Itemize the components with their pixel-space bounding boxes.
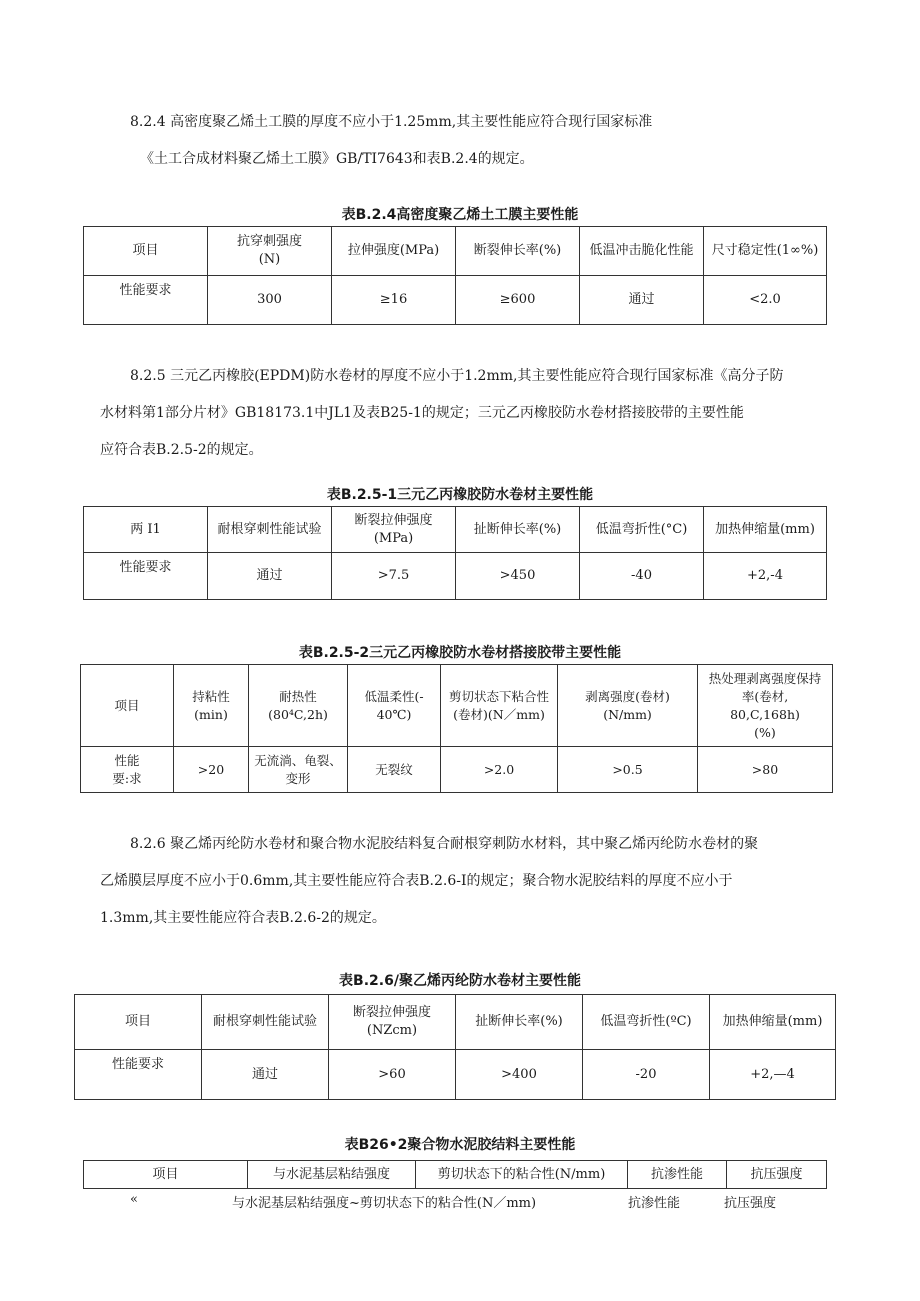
table-cell: 300 bbox=[208, 276, 332, 325]
table-b2-5-1 bbox=[83, 506, 827, 600]
table-header-cell: 抗压强度 bbox=[727, 1161, 827, 1189]
table-b2-5-2 bbox=[80, 664, 833, 793]
table-b2-6-1 bbox=[74, 994, 836, 1100]
table-cell: >0.5 bbox=[558, 747, 698, 793]
table-header-cell: 耐热性 (80⁴C,2h) bbox=[249, 665, 348, 747]
loose-text: 抗压强度 bbox=[724, 1196, 777, 1211]
table-cell: 性能要求 bbox=[84, 553, 208, 600]
table-header-cell: 扯断伸长率(%) bbox=[456, 507, 580, 553]
table-caption: 表B26•2聚合物水泥胶结料主要性能 bbox=[344, 1137, 576, 1153]
paragraph-line: 8.2.5 三元乙丙橡胶(EPDM)防水卷材的厚度不应小于1.2mm,其主要性能应符合现行国家标准《高分子防 bbox=[130, 368, 784, 384]
table-header-cell: 与水泥基层粘结强度 bbox=[248, 1161, 416, 1189]
loose-text: 抗渗性能 bbox=[628, 1196, 681, 1211]
paragraph-line: 乙烯膜层厚度不应小于0.6mm,其主要性能应符合表B.2.6-I的规定；聚合物水泥胶结料的厚度不应小于 bbox=[100, 873, 733, 889]
table-header-cell: 热处理剥离强度保持 率(卷材, 80,C,168h) (%) bbox=[698, 665, 833, 747]
table-cell: >20 bbox=[174, 747, 249, 793]
paragraph-line: 水材料第1部分片材》GB18173.1中JL1及表B25-1的规定；三元乙丙橡胶防水卷材搭接胶带的主要性能 bbox=[100, 405, 744, 421]
table-cell: >60 bbox=[329, 1050, 456, 1100]
table-cell: ≥16 bbox=[332, 276, 456, 325]
table-cell: -40 bbox=[580, 553, 704, 600]
table-cell: >80 bbox=[698, 747, 833, 793]
table-cell: <2.0 bbox=[704, 276, 827, 325]
paragraph-line: 8.2.4 高密度聚乙烯土工膜的厚度不应小于1.25mm,其主要性能应符合现行国家标准 bbox=[130, 114, 653, 130]
table-header-cell: 项目 bbox=[84, 1161, 248, 1189]
table-caption: 表B.2.5-1三元乙丙橡胶防水卷材主要性能 bbox=[326, 487, 594, 503]
loose-text: 与水泥基层粘结强度~剪切状态下的粘合性(N／mm) bbox=[232, 1196, 537, 1211]
table-cell: -20 bbox=[583, 1050, 710, 1100]
paragraph-line: 应符合表B.2.5-2的规定。 bbox=[100, 442, 263, 458]
table-header-cell: 抗穿刺强度 (N) bbox=[208, 227, 332, 276]
table-header-cell: 剥离强度(卷材)(N/mm) bbox=[558, 665, 698, 747]
table-cell: 性能要求 bbox=[75, 1050, 202, 1100]
table-header-cell: 项目 bbox=[84, 227, 208, 276]
table-header-cell: 扯断伸长率(%) bbox=[456, 995, 583, 1050]
table-cell: 通过 bbox=[202, 1050, 329, 1100]
table-cell: 性能 要:求 bbox=[81, 747, 174, 793]
table-cell: >7.5 bbox=[332, 553, 456, 600]
table-header-cell: 项目 bbox=[75, 995, 202, 1050]
table-header-cell: 抗渗性能 bbox=[628, 1161, 727, 1189]
table-b2-4 bbox=[83, 226, 827, 325]
table-header-cell: 断裂拉伸强度(MPa) bbox=[332, 507, 456, 553]
table-header-cell: 耐根穿刺性能试验 bbox=[202, 995, 329, 1050]
table-cell: 无流淌、龟裂、 变形 bbox=[249, 747, 348, 793]
table-header-cell: 项目 bbox=[81, 665, 174, 747]
table-header-cell: 剪切状态下粘合性 (卷材)(N／mm) bbox=[441, 665, 558, 747]
paragraph-line: 8.2.6 聚乙烯丙纶防水卷材和聚合物水泥胶结料复合耐根穿刺防水材料，其中聚乙烯丙纶防水卷材的聚 bbox=[130, 836, 759, 852]
table-cell: 通过 bbox=[208, 553, 332, 600]
table-header-cell: 低温弯折性(ºC) bbox=[583, 995, 710, 1050]
paragraph-8-2-6 bbox=[100, 826, 840, 937]
table-caption: 表B.2.6/聚乙烯丙纶防水卷材主要性能 bbox=[339, 973, 581, 989]
table-cell: +2,—4 bbox=[710, 1050, 836, 1100]
table-caption: 表B.2.4高密度聚乙烯土工膜主要性能 bbox=[341, 207, 579, 223]
table-cell: >2.0 bbox=[441, 747, 558, 793]
table-cell: 无裂纹 bbox=[348, 747, 441, 793]
table-header-cell: 两 I1 bbox=[84, 507, 208, 553]
table-b2-6-2 bbox=[83, 1160, 827, 1189]
table-header-cell: 低温冲击脆化性能 bbox=[580, 227, 704, 276]
table-header-cell: 断裂伸长率(%) bbox=[456, 227, 580, 276]
table-header-cell: 尺寸稳定性(1∞%) bbox=[704, 227, 827, 276]
table-header-cell: 耐根穿刺性能试验 bbox=[208, 507, 332, 553]
table-header-cell: 剪切状态下的粘合性(N/mm) bbox=[416, 1161, 628, 1189]
table-header-cell: 低温柔性(- 40℃) bbox=[348, 665, 441, 747]
loose-text: « bbox=[130, 1192, 138, 1207]
paragraph-line: 1.3mm,其主要性能应符合表B.2.6-2的规定。 bbox=[100, 910, 386, 926]
table-cell: 通过 bbox=[580, 276, 704, 325]
paragraph-8-2-5 bbox=[100, 358, 840, 469]
table-cell: >400 bbox=[456, 1050, 583, 1100]
table-header-cell: 加热伸缩量(mm) bbox=[704, 507, 827, 553]
table-header-cell: 加热伸缩量(mm) bbox=[710, 995, 836, 1050]
table-cell: >450 bbox=[456, 553, 580, 600]
table-header-cell: 持粘性 (min) bbox=[174, 665, 249, 747]
table-header-cell: 拉伸强度(MPa) bbox=[332, 227, 456, 276]
table-header-cell: 低温弯折性(°C) bbox=[580, 507, 704, 553]
paragraph-line: 《土工合成材料聚乙烯土工膜》GB/TI7643和表B.2.4的规定。 bbox=[140, 151, 534, 167]
paragraph-8-2-4 bbox=[130, 104, 840, 178]
table-cell: +2,-4 bbox=[704, 553, 827, 600]
table-cell: ≥600 bbox=[456, 276, 580, 325]
table-caption: 表B.2.5-2三元乙丙橡胶防水卷材搭接胶带主要性能 bbox=[298, 645, 622, 661]
table-header-cell: 断裂拉伸强度 (NZcm) bbox=[329, 995, 456, 1050]
table-cell: 性能要求 bbox=[84, 276, 208, 325]
